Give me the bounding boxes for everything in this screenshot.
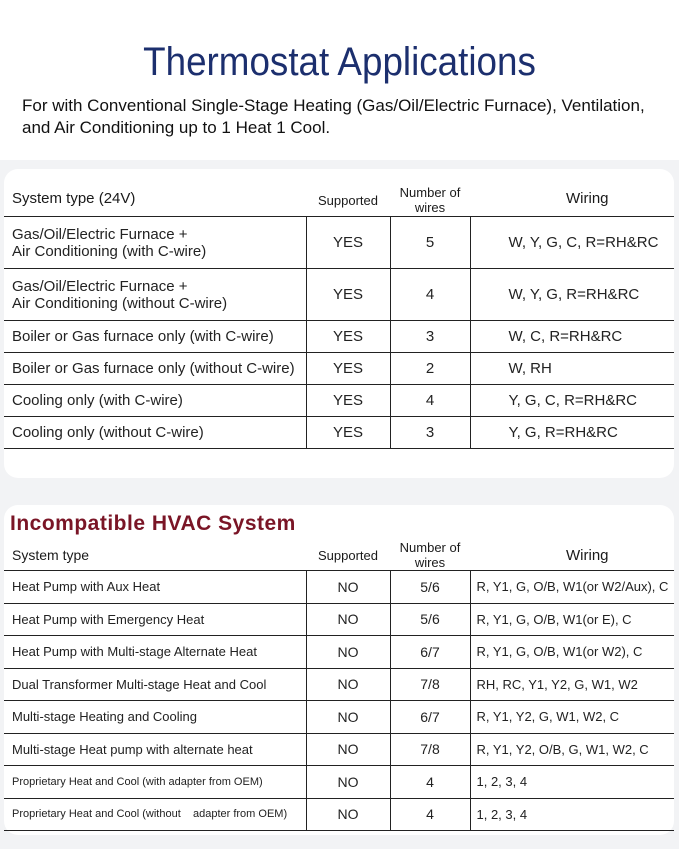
supported-cell: NO [306,668,390,701]
system-type-cell: Proprietary Heat and Cool (without adapter from OEM) [4,798,306,831]
wiring-cell: 1, 2, 3, 4 [470,766,674,799]
system-type-cell: Proprietary Heat and Cool (with adapter from OEM) [4,766,306,799]
page-subtitle: For with Conventional Single-Stage Heating (Gas/Oil/Electric Furnace), Ventilation, and Air Conditioning up to 1 Heat 1 Cool. [22,96,645,137]
system-type-cell: Dual Transformer Multi-stage Heat and Cool [4,668,306,701]
column-header-system-type: System type (24V) [4,180,306,217]
wires-cell: 4 [390,269,470,321]
table-row [4,353,674,385]
wires-cell: 6/7 [390,701,470,734]
system-type-cell: Multi-stage Heating and Cooling [4,701,306,734]
supported-cell: NO [306,798,390,831]
system-type-cell: Boiler or Gas furnace only (with C-wire) [4,321,306,353]
wiring-cell: R, Y1, Y2, O/B, G, W1, W2, C [470,733,674,766]
compatible-table [4,180,674,449]
table-row [4,217,674,269]
wires-cell: 5/6 [390,603,470,636]
supported-cell: YES [306,417,390,449]
wires-cell: 2 [390,353,470,385]
wires-cell: 4 [390,798,470,831]
wires-cell: 4 [390,385,470,417]
wiring-cell: Y, G, R=RH&RC [470,417,674,449]
wiring-cell: R, Y1, Y2, G, W1, W2, C [470,701,674,734]
system-type-line: Gas/Oil/Electric Furnace + [12,225,188,243]
wiring-cell: W, Y, G, C, R=RH&RC [470,217,674,269]
table-row [4,603,674,636]
table-row [4,798,674,831]
wiring-cell: W, Y, G, R=RH&RC [470,269,674,321]
table-row [4,733,674,766]
wiring-cell: R, Y1, G, O/B, W1(or W2/Aux), C [470,571,674,604]
page-title: Thermostat Applications [143,40,536,84]
table-row [4,636,674,669]
wires-cell: 7/8 [390,668,470,701]
system-type-cell: Boiler or Gas furnace only (without C-wire) [4,353,306,385]
supported-cell: NO [306,701,390,734]
supported-cell: YES [306,353,390,385]
wiring-cell: W, RH [470,353,674,385]
table-row [4,668,674,701]
wires-cell: 5/6 [390,571,470,604]
wires-cell: 3 [390,417,470,449]
table-row [4,571,674,604]
wires-cell: 5 [390,217,470,269]
wires-cell: 3 [390,321,470,353]
table-row [4,417,674,449]
column-header-wires: Number of wires [390,540,470,571]
system-type-cell [4,217,306,269]
supported-cell: YES [306,269,390,321]
system-type-cell: Heat Pump with Multi-stage Alternate Heat [4,636,306,669]
supported-cell: NO [306,636,390,669]
wires-cell: 6/7 [390,636,470,669]
table-row [4,269,674,321]
wiring-cell: R, Y1, G, O/B, W1(or E), C [470,603,674,636]
column-header-supported: Supported [306,540,390,571]
system-type-cell: Cooling only (without C-wire) [4,417,306,449]
system-type-cell: Cooling only (with C-wire) [4,385,306,417]
system-type-line: Air Conditioning (without C-wire) [12,294,228,312]
wiring-cell: W, C, R=RH&RC [470,321,674,353]
wiring-cell: 1, 2, 3, 4 [470,798,674,831]
table-row [4,385,674,417]
system-type-line: Air Conditioning (with C-wire) [12,242,207,260]
column-header-wiring: Wiring [470,540,674,571]
supported-cell: YES [306,217,390,269]
table-header-row [4,180,674,217]
supported-cell: YES [306,321,390,353]
wiring-cell: Y, G, C, R=RH&RC [470,385,674,417]
system-type-line: Gas/Oil/Electric Furnace + [12,277,188,295]
supported-cell: YES [306,385,390,417]
system-type-cell: Multi-stage Heat pump with alternate heat [4,733,306,766]
supported-cell: NO [306,766,390,799]
column-header-wiring: Wiring [470,180,674,217]
table-row [4,766,674,799]
table-row [4,701,674,734]
system-type-cell: Heat Pump with Emergency Heat [4,603,306,636]
column-header-supported: Supported [306,180,390,217]
supported-cell: NO [306,733,390,766]
table-header-row [4,540,674,571]
header-panel [0,0,679,160]
incompatible-table [4,540,674,831]
column-header-wires: Number of wires [390,180,470,217]
column-header-system-type: System type [4,540,306,571]
wiring-cell: RH, RC, Y1, Y2, G, W1, W2 [470,668,674,701]
table-row [4,321,674,353]
wires-cell: 4 [390,766,470,799]
wiring-cell: R, Y1, G, O/B, W1(or W2), C [470,636,674,669]
system-type-cell [4,269,306,321]
incompatible-section-title: Incompatible HVAC System [10,512,296,535]
supported-cell: NO [306,603,390,636]
system-type-cell: Heat Pump with Aux Heat [4,571,306,604]
supported-cell: NO [306,571,390,604]
wires-cell: 7/8 [390,733,470,766]
